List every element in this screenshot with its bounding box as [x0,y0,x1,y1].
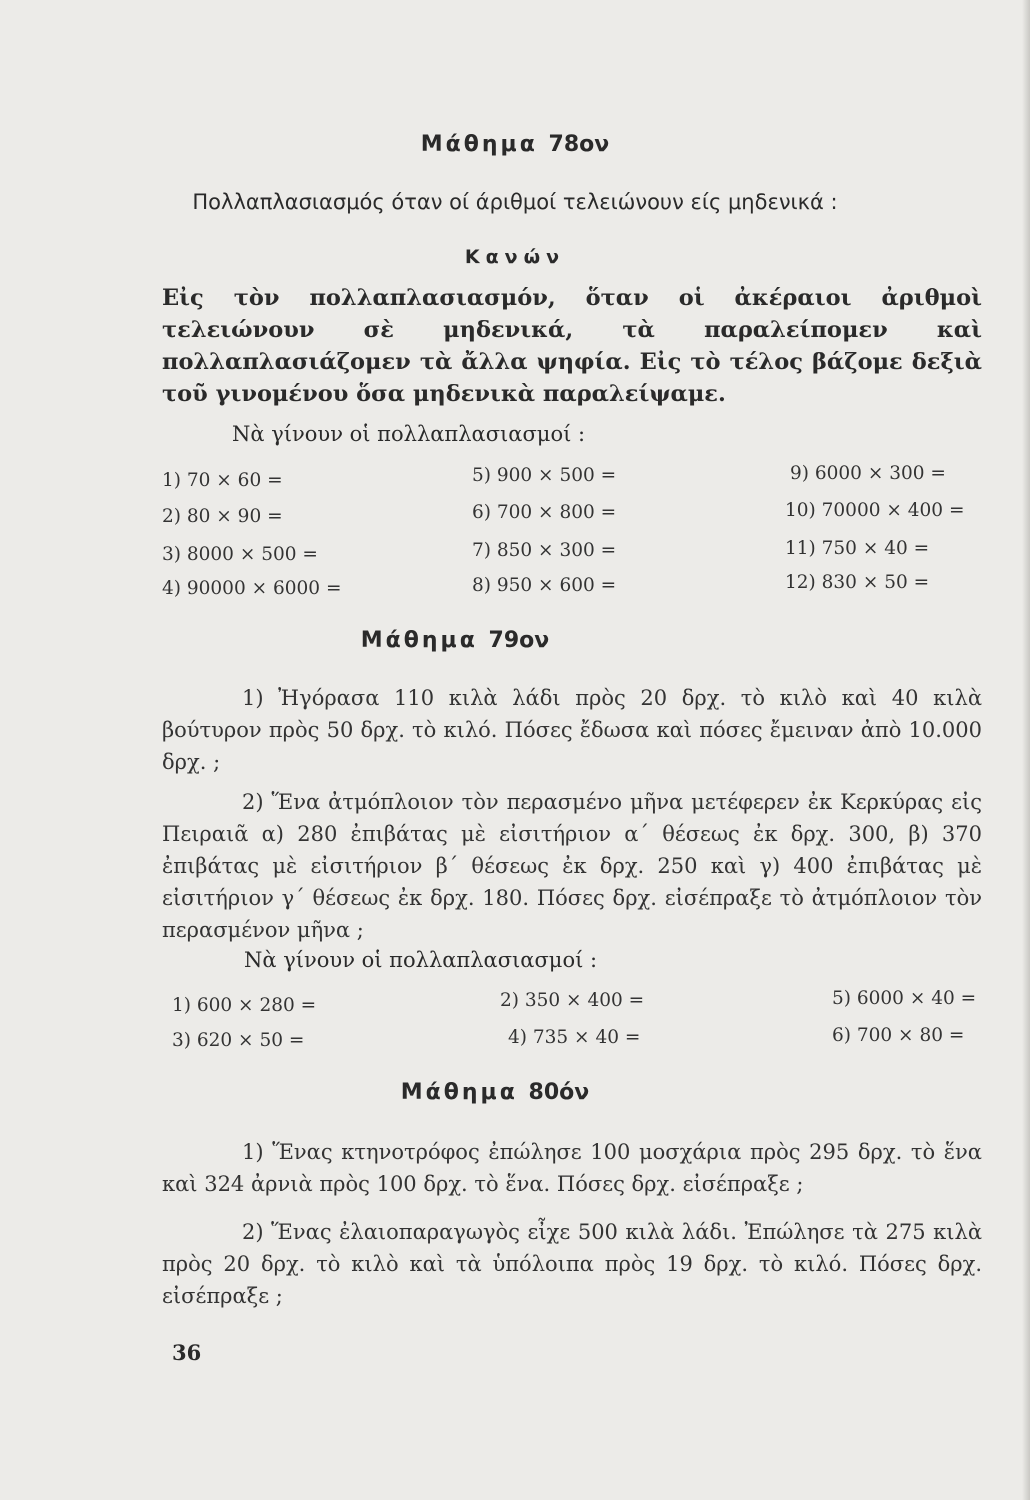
exercise-5: 5) 900 × 500 = [472,465,617,486]
exercise-79-3: 3) 620 × 50 = [172,1030,305,1051]
exercise-79-5: 5) 6000 × 40 = [832,988,977,1009]
lesson-78-title [0,132,1030,157]
exercise-7: 7) 850 × 300 = [472,540,617,561]
page-edge [1022,0,1030,1500]
exercise-12: 12) 830 × 50 = [785,572,930,593]
exercise-79-1: 1) 600 × 280 = [172,995,317,1016]
lesson-78-intro: Πολλαπλασιασμός όταν οί άριθμοί τελειώνουν είς μηδενικά : [192,190,838,214]
rule-heading: Κανών [464,246,566,268]
exercise-79-2: 2) 350 × 400 = [500,990,645,1011]
lesson-80-problem-1: 1) Ἕνας κτηνοτρόφος ἐπώλησε 100 μοσχάρια πρὸς 295 δρχ. τὸ ἕνα καὶ 324 ἀρνιὰ πρὸς 100 δρχ. τὸ ἕνα. Πόσες δρχ. εἰσέπραξε ; [162,1140,982,1196]
exercise-79-6: 6) 700 × 80 = [832,1025,965,1046]
lesson-79-problem-1: 1) Ἠγόρασα 110 κιλὰ λάδι πρὸς 20 δρχ. τὸ κιλὸ καὶ 40 κιλὰ βούτυρον πρὸς 50 δρχ. τὸ κιλό. Πόσες ἔδωσα καὶ πόσες ἔμειναν ἀπὸ 10.000 δρχ. ; [162,686,982,774]
exercise-6: 6) 700 × 800 = [472,502,617,523]
lesson-80-number: 80όν [528,1080,590,1105]
lesson-80-title [0,1080,1010,1105]
exercise-9: 9) 6000 × 300 = [790,463,946,484]
page-number: 36 [172,1340,202,1365]
lesson-79-problem-2: 2) Ἕνα ἀτμόπλοιον τὸν περασμένο μῆνα μετέφερεν ἐκ Κερκύρας εἰς Πειραιᾶ α) 280 ἐπιβάτας μὲ εἰσιτήριον α΄ θέσεως ἐκ δρχ. 300, β) 370 ἐπιβάτας μὲ εἰσιτήριον β΄ θέσεως ἐκ δρχ. 250 καὶ γ) 400 ἐπιβάτας μὲ εἰσιτήριον γ΄ θέσεως ἐκ δρχ. 180. Πόσες δρχ. εἰσέπραξε τὸ ἀτμόπλοιον τὸν περασμένον μῆνα ; [162,790,982,942]
rule-text: Εἰς τὸν πολλαπλασιασμόν, ὅταν οἱ ἀκέραιοι ἀριθμοὶ τελειώνουν σὲ μηδενικά, τὰ παραλείπομεν καὶ πολλαπλασιάζομεν τὰ ἄλλα ψηφία. Εἰς τὸ τέλος βάζομε δεξιὰ τοῦ γινομένου ὅσα μηδενικὰ παραλείψαμε. [162,285,982,407]
exercise-4: 4) 90000 × 6000 = [162,578,342,599]
exercise-11: 11) 750 × 40 = [785,538,930,559]
exercise-1: 1) 70 × 60 = [162,470,283,491]
lesson-78-title-word: Μάθημα [420,132,538,157]
lesson-79-title-word: Μάθημα [360,628,478,653]
lesson-78-exercises-label: Νὰ γίνουν οἱ πολλαπλασιασμοί : [232,422,586,446]
lesson-79-exercises-label: Νὰ γίνουν οἱ πολλαπλασιασμοί : [244,948,598,972]
exercise-3: 3) 8000 × 500 = [162,544,318,565]
lesson-80-problem-2: 2) Ἕνας ἐλαιοπαραγωγὸς εἶχε 500 κιλὰ λάδι. Ἐπώλησε τὰ 275 κιλὰ πρὸς 20 δρχ. τὸ κιλὸ καὶ τὰ ὑπόλοιπα πρὸς 19 δρχ. τὸ κιλό. Πόσες δρχ. εἰσέπραξε ; [162,1220,982,1308]
exercise-10: 10) 70000 × 400 = [785,500,965,521]
exercise-79-4: 4) 735 × 40 = [508,1027,641,1048]
lesson-80-title-word: Μάθημα [400,1080,518,1105]
lesson-79-title [0,628,970,653]
lesson-79-number: 79ον [488,628,550,653]
exercise-8: 8) 950 × 600 = [472,575,617,596]
lesson-78-number: 78ον [548,132,610,157]
exercise-2: 2) 80 × 90 = [162,506,283,527]
